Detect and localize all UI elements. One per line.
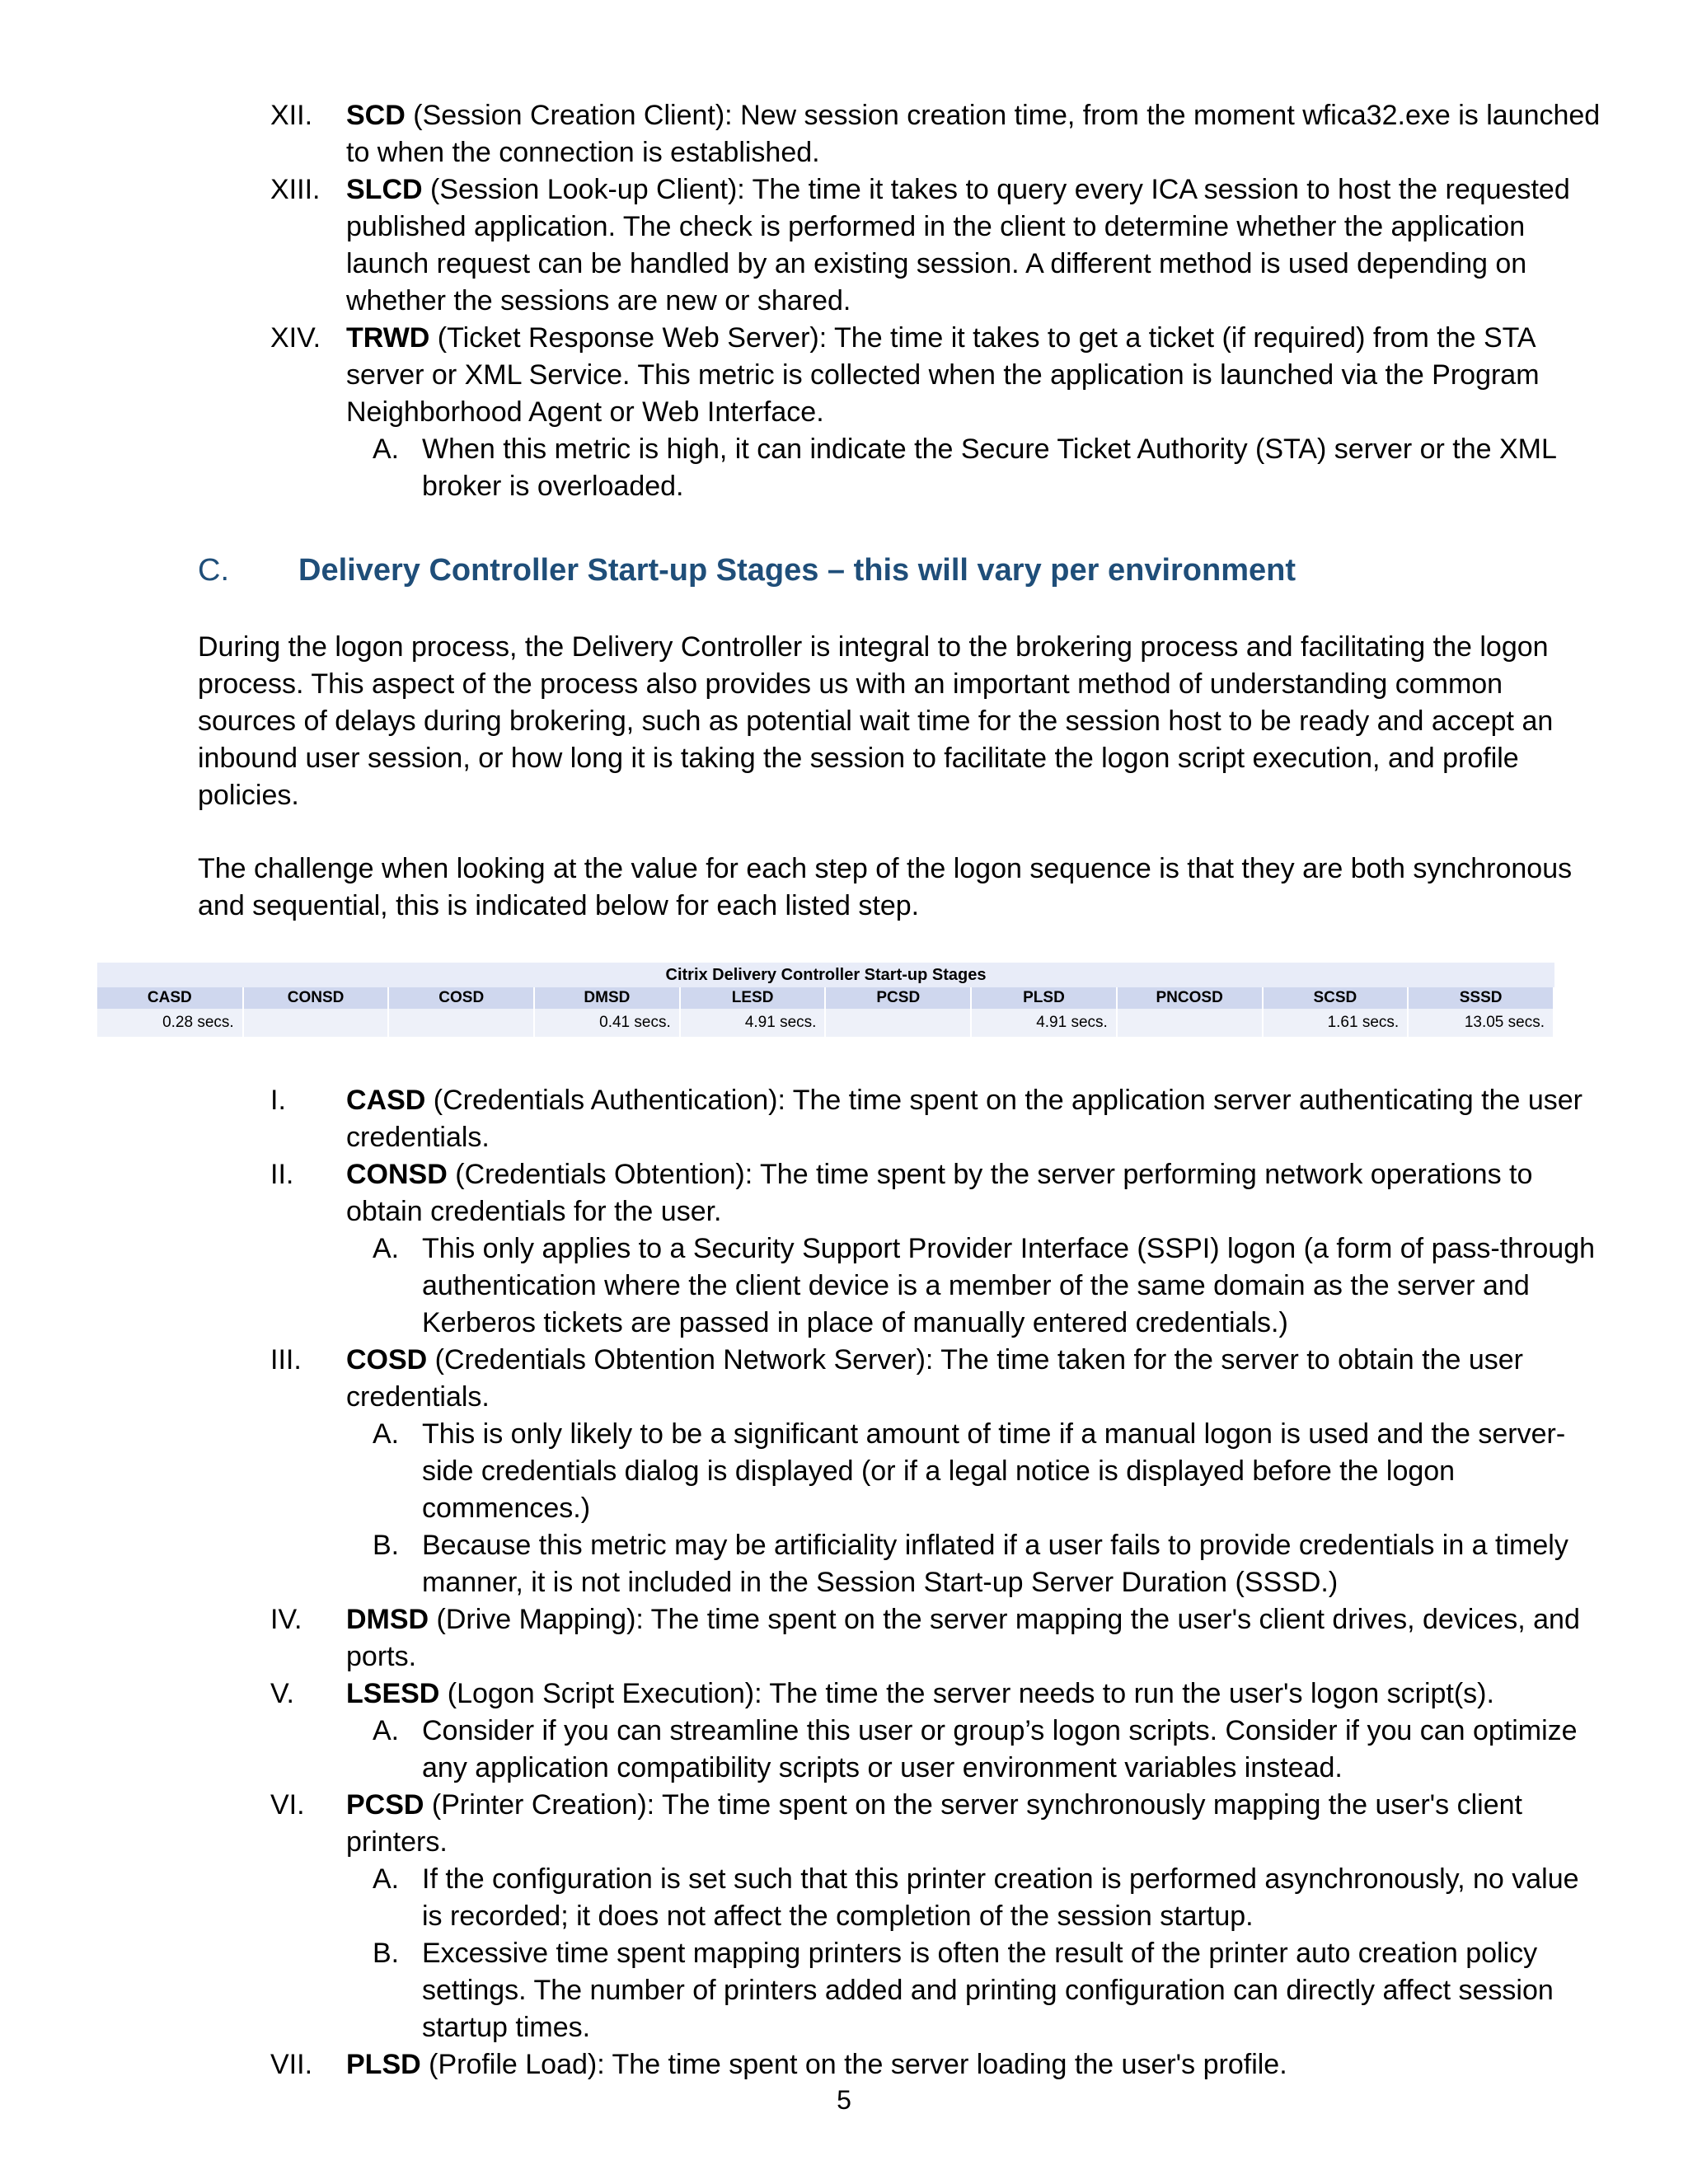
list-number: II. xyxy=(270,1159,294,1190)
list-number: III. xyxy=(270,1344,302,1376)
list-item-vii xyxy=(270,2046,1599,2083)
table-header: CASD xyxy=(97,987,243,1009)
table-cell: 4.91 secs. xyxy=(971,1009,1117,1037)
paragraph-line: and sequential, this is indicated below for each listed step. xyxy=(198,890,920,921)
table-header: PLSD xyxy=(971,987,1117,1009)
list-text: whether the sessions are new or shared. xyxy=(346,285,851,316)
sub-item-iii-b xyxy=(373,1527,1609,1601)
paragraph xyxy=(198,851,1582,925)
sub-text: Because this metric may be artificiality inflated if a user fails to provide credentials in a timely xyxy=(422,1530,1568,1561)
paragraph-line: process. This aspect of the process also provides us with an important method of understanding common xyxy=(198,668,1503,700)
section-heading xyxy=(198,551,1296,590)
table-header: LESD xyxy=(680,987,826,1009)
sub-text: When this metric is high, it can indicate the Secure Ticket Authority (STA) server or the XML xyxy=(422,434,1557,465)
table-header: COSD xyxy=(388,987,534,1009)
table-cell: 4.91 secs. xyxy=(680,1009,826,1037)
list-number: XII. xyxy=(270,100,313,131)
table-cell: 0.28 secs. xyxy=(97,1009,243,1037)
table-header: SSSD xyxy=(1408,987,1554,1009)
table-header: PCSD xyxy=(825,987,971,1009)
list-text: published application. The check is performed in the client to determine whether the application xyxy=(346,211,1526,242)
list-text: credentials. xyxy=(346,1122,490,1153)
list-text: credentials. xyxy=(346,1381,490,1413)
sub-item-ii-a xyxy=(373,1230,1609,1342)
sub-number: A. xyxy=(373,1233,400,1264)
list-term: DMSD xyxy=(346,1604,429,1635)
paragraph-line: policies. xyxy=(198,780,299,811)
list-text: (Session Look-up Client): The time it takes to query every ICA session to host the requested xyxy=(422,174,1570,205)
list-item-i xyxy=(270,1082,1599,1156)
table-header: CONSD xyxy=(243,987,389,1009)
table-cell: 0.41 secs. xyxy=(534,1009,680,1037)
paragraph-line: During the logon process, the Delivery Controller is integral to the brokering process and facilitating the logon xyxy=(198,631,1549,663)
table-header: SCSD xyxy=(1263,987,1409,1009)
sub-item-vi-b xyxy=(373,1935,1609,2046)
table-caption: Citrix Delivery Controller Start-up Stages xyxy=(97,963,1554,987)
table-cell xyxy=(825,1009,971,1037)
table-header: PNCOSD xyxy=(1117,987,1263,1009)
table-cell xyxy=(243,1009,389,1037)
sub-number: A. xyxy=(373,1418,400,1450)
sub-number: A. xyxy=(373,434,400,465)
sub-text: Kerberos tickets are passed in place of manually entered credentials.) xyxy=(422,1307,1288,1338)
list-text: (Profile Load): The time spent on the server loading the user's profile. xyxy=(420,2049,1287,2080)
table-cell xyxy=(1117,1009,1263,1037)
list-item-v xyxy=(270,1675,1599,1713)
sub-text: side credentials dialog is displayed (or if a legal notice is displayed before the logon xyxy=(422,1455,1456,1487)
sub-item-v-a xyxy=(373,1713,1609,1787)
sub-text: startup times. xyxy=(422,2012,591,2043)
list-number: V. xyxy=(270,1678,295,1709)
list-text: ports. xyxy=(346,1641,417,1672)
list-term: SLCD xyxy=(346,174,423,205)
sub-text: is recorded; it does not affect the completion of the session startup. xyxy=(422,1900,1254,1932)
list-number: XIII. xyxy=(270,174,321,205)
list-text: (Session Creation Client): New session creation time, from the moment wfica32.exe is launched xyxy=(405,100,1601,131)
sub-item-vi-a xyxy=(373,1861,1609,1935)
list-text: (Drive Mapping): The time spent on the server mapping the user's client drives, devices, and xyxy=(429,1604,1580,1635)
list-item-vi xyxy=(270,1787,1599,1861)
sub-text: commences.) xyxy=(422,1493,591,1524)
paragraph-line: The challenge when looking at the value for each step of the logon sequence is that they are both synchronous xyxy=(198,853,1573,884)
paragraph xyxy=(198,629,1582,814)
sub-number: A. xyxy=(373,1715,400,1746)
sub-number: B. xyxy=(373,1530,400,1561)
list-text: (Credentials Obtention): The time spent by the server performing network operations to xyxy=(447,1159,1533,1190)
section-number: C. xyxy=(198,553,229,588)
list-item-xiii xyxy=(270,171,1599,320)
sub-text: Excessive time spent mapping printers is often the result of the printer auto creation policy xyxy=(422,1938,1538,1969)
list-item-xiv xyxy=(270,320,1599,431)
sub-number: B. xyxy=(373,1938,400,1969)
list-number: VII. xyxy=(270,2049,313,2080)
list-term: PLSD xyxy=(346,2049,421,2080)
list-text: launch request can be handled by an existing session. A different method is used depending on xyxy=(346,248,1527,279)
list-item-ii xyxy=(270,1156,1599,1230)
sub-text: any application compatibility scripts or user environment variables instead. xyxy=(422,1752,1343,1783)
list-item-iii xyxy=(270,1342,1599,1416)
list-term: CASD xyxy=(346,1085,426,1116)
list-text: Neighborhood Agent or Web Interface. xyxy=(346,396,824,428)
sub-text: This only applies to a Security Support Provider Interface (SSPI) logon (a form of pass-through xyxy=(422,1233,1596,1264)
page-number: 5 xyxy=(837,2085,851,2115)
list-number: IV. xyxy=(270,1604,302,1635)
sub-text: broker is overloaded. xyxy=(422,471,684,502)
list-text: obtain credentials for the user. xyxy=(346,1196,722,1227)
list-text: (Printer Creation): The time spent on the server synchronously mapping the user's client xyxy=(424,1789,1522,1821)
startup-stages-table xyxy=(97,963,1554,1037)
list-term: LSESD xyxy=(346,1678,440,1709)
sub-item-xiv-a xyxy=(373,431,1609,505)
table-cell: 1.61 secs. xyxy=(1263,1009,1409,1037)
paragraph-line: sources of delays during brokering, such as potential wait time for the session host to be ready and accept an xyxy=(198,705,1554,737)
table-header-row xyxy=(97,987,1554,1009)
table-row xyxy=(97,1009,1554,1037)
list-number: I. xyxy=(270,1085,286,1116)
list-text: (Credentials Authentication): The time spent on the application server authenticating the user xyxy=(425,1085,1582,1116)
paragraph-line: inbound user session, or how long it is taking the session to facilitate the logon script execution, and profile xyxy=(198,743,1519,774)
sub-text: If the configuration is set such that this printer creation is performed asynchronously, no value xyxy=(422,1863,1579,1895)
section-title: Delivery Controller Start-up Stages – this will vary per environment xyxy=(298,553,1296,588)
list-text: server or XML Service. This metric is collected when the application is launched via the Program xyxy=(346,359,1540,391)
list-term: SCD xyxy=(346,100,406,131)
sub-item-iii-a xyxy=(373,1416,1609,1527)
sub-text: authentication where the client device is a member of the same domain as the server and xyxy=(422,1270,1530,1301)
list-term: PCSD xyxy=(346,1789,424,1821)
sub-text: settings. The number of printers added and printing configuration can directly affect session xyxy=(422,1975,1554,2006)
list-item-xii xyxy=(270,97,1601,171)
list-number: VI. xyxy=(270,1789,305,1821)
table-cell xyxy=(388,1009,534,1037)
table-cell: 13.05 secs. xyxy=(1408,1009,1554,1037)
list-term: CONSD xyxy=(346,1159,448,1190)
sub-number: A. xyxy=(373,1863,400,1895)
list-number: XIV. xyxy=(270,322,321,354)
list-term: COSD xyxy=(346,1344,428,1376)
list-text: (Ticket Response Web Server): The time it takes to get a ticket (if required) from the STA xyxy=(429,322,1536,354)
list-text: (Credentials Obtention Network Server): The time taken for the server to obtain the user xyxy=(427,1344,1524,1376)
list-text: to when the connection is established. xyxy=(346,137,820,168)
sub-text: This is only likely to be a significant amount of time if a manual logon is used and the server- xyxy=(422,1418,1566,1450)
list-term: TRWD xyxy=(346,322,430,354)
list-item-iv xyxy=(270,1601,1599,1675)
sub-text: manner, it is not included in the Session Start-up Server Duration (SSSD.) xyxy=(422,1567,1339,1598)
sub-text: Consider if you can streamline this user or group’s logon scripts. Consider if you can optimize xyxy=(422,1715,1578,1746)
list-text: printers. xyxy=(346,1826,448,1858)
table-header: DMSD xyxy=(534,987,680,1009)
list-text: (Logon Script Execution): The time the server needs to run the user's logon script(s). xyxy=(439,1678,1494,1709)
